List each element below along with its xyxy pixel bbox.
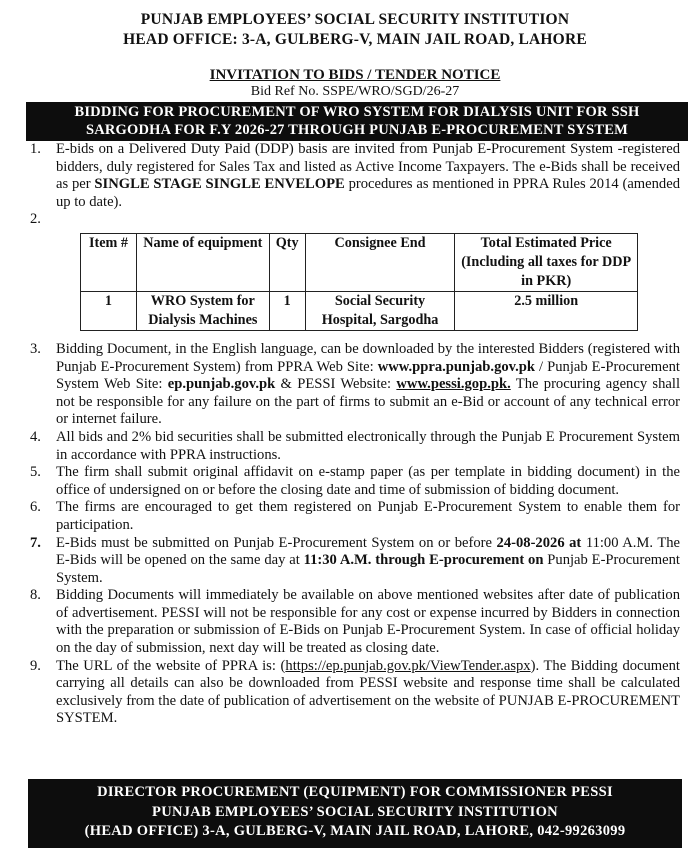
clause-number: 4. bbox=[30, 428, 41, 445]
clause-6: 6. The firms are encouraged to get them registered on Punjab E-Procurement System to enable them for participation. bbox=[30, 499, 680, 533]
banner-line-1: BIDDING FOR PROCUREMENT OF WRO SYSTEM FOR DIALYSIS UNIT FOR SSH bbox=[74, 104, 640, 120]
notice-body bbox=[30, 141, 680, 728]
clause-number: 2. bbox=[30, 211, 41, 228]
footer-line-2: PUNJAB EMPLOYEES’ SOCIAL SECURITY INSTITUTION bbox=[152, 803, 558, 820]
clause-3: 3. Bidding Document, in the English language, can be downloaded by the interested Bidders (registered with Punjab E-Procurement System) from PPRA Web Site: www.ppra.punjab.gov.pk / Punjab E-Procurement System Web Site: ep.punjab.gov.pk & PESSI Website: www.pessi.gop.pk. The procuring agency shall not be responsible for any failure on the part of firms to submit an e-Bid or account of any technical error or internet failure. bbox=[30, 340, 680, 428]
opening-time: 11:30 A.M. through E-procurement on bbox=[303, 552, 544, 569]
equipment-table bbox=[80, 233, 638, 331]
footer-banner bbox=[28, 779, 682, 848]
clause-number: 5. bbox=[30, 464, 41, 481]
footer-line-3: (HEAD OFFICE) 3-A, GULBERG-V, MAIN JAIL ROAD, LAHORE, 042-99263099 bbox=[84, 823, 626, 839]
header-item: Item # bbox=[81, 233, 137, 291]
clause-2 bbox=[30, 211, 680, 229]
clause-number: 6. bbox=[30, 499, 41, 516]
clause-number: 3. bbox=[30, 340, 41, 357]
header-name: Name of equipment bbox=[136, 233, 269, 291]
eproc-website-link[interactable]: ep.punjab.gov.pk bbox=[167, 376, 276, 393]
table-row bbox=[81, 291, 638, 330]
notice-title: INVITATION TO BIDS / TENDER NOTICE bbox=[209, 67, 501, 83]
clause-9: 9. The URL of the website of PPRA is: (https://ep.punjab.gov.pk/ViewTender.aspx). The Bidding document carrying all details can also be downloaded from PESSI website and response time shall be calculated exclusively from the date of publication of advertisement on the website of PUNJAB E-PROCUREMENT SYSTEM. bbox=[30, 657, 680, 727]
cell-name: WRO System for Dialysis Machines bbox=[136, 291, 269, 330]
clause-number: 9. bbox=[30, 657, 41, 674]
banner-line-2: SARGODHA FOR F.Y 2026-27 THROUGH PUNJAB E-PROCUREMENT SYSTEM bbox=[85, 122, 629, 138]
clause-number: 7. bbox=[30, 534, 41, 551]
bidding-banner bbox=[26, 102, 688, 141]
clause-1: 1. E-bids on a Delivered Duty Paid (DDP) basis are invited from Punjab E-Procurement System -registered bidders, duly registered for Sales Tax and listed as Active Income Taxpayers. The e-Bids shall be received as per SINGLE STAGE SINGLE ENVELOPE procedures as mentioned in PPRA Rules 2014 (amended up to date). bbox=[30, 141, 680, 210]
cell-consignee: Social Security Hospital, Sargodha bbox=[305, 291, 455, 330]
pessi-website-link[interactable]: www.pessi.gop.pk. bbox=[396, 376, 511, 393]
bid-reference: Bid Ref No. SSPE/WRO/SGD/26-27 bbox=[250, 84, 460, 99]
cell-item: 1 bbox=[81, 291, 137, 330]
footer-line-1: DIRECTOR PROCUREMENT (EQUIPMENT) FOR COMMISSIONER PESSI bbox=[97, 784, 613, 800]
cell-price: 2.5 million bbox=[455, 291, 638, 330]
cell-qty: 1 bbox=[269, 291, 305, 330]
header-consignee: Consignee End bbox=[305, 233, 455, 291]
org-name: PUNJAB EMPLOYEES’ SOCIAL SECURITY INSTITUTION bbox=[140, 11, 570, 28]
ppra-website-link[interactable]: www.ppra.punjab.gov.pk bbox=[377, 358, 536, 375]
bold-text: SINGLE STAGE SINGLE ENVELOPE bbox=[94, 176, 345, 193]
head-office-address: HEAD OFFICE: 3-A, GULBERG-V, MAIN JAIL ROAD, LAHORE bbox=[123, 31, 587, 48]
table-header-row bbox=[81, 233, 638, 291]
clause-8: 8. Bidding Documents will immediately be available on above mentioned websites after date of publication of advertisement. PESSI will not be responsible for any cost or expense incurred by Bidders in connection with the preparation or submission of E-Bids on Punjab E-Procurement System. In case of official holiday on the day of submission, next day will be treated as closing date. bbox=[30, 587, 680, 657]
clause-number: 1. bbox=[30, 141, 41, 157]
clause-5: 5. The firm shall submit original affidavit on e-stamp paper (as per template in bidding document) in the office of undersigned on or before the closing date and time of submission of bidding document. bbox=[30, 464, 680, 498]
closing-date: 24-08-2026 at bbox=[496, 534, 582, 551]
ppra-tender-url-link[interactable]: https://ep.punjab.gov.pk/ViewTender.aspx bbox=[285, 657, 531, 674]
clause-4: 4. All bids and 2% bid securities shall be submitted electronically through the Punjab E Procurement System in accordance with PPRA instructions. bbox=[30, 428, 680, 463]
clause-7: 7. E-Bids must be submitted on Punjab E-Procurement System on or before 24-08-2026 at 11:00 A.M. The E-Bids will be opened on the same day at 11:30 A.M. through E-procurement on Punjab E-Procurement System. bbox=[30, 534, 681, 586]
clause-number: 8. bbox=[30, 587, 41, 604]
header-qty: Qty bbox=[269, 233, 305, 291]
header-price: Total Estimated Price (Including all taxes for DDP in PKR) bbox=[455, 233, 638, 291]
